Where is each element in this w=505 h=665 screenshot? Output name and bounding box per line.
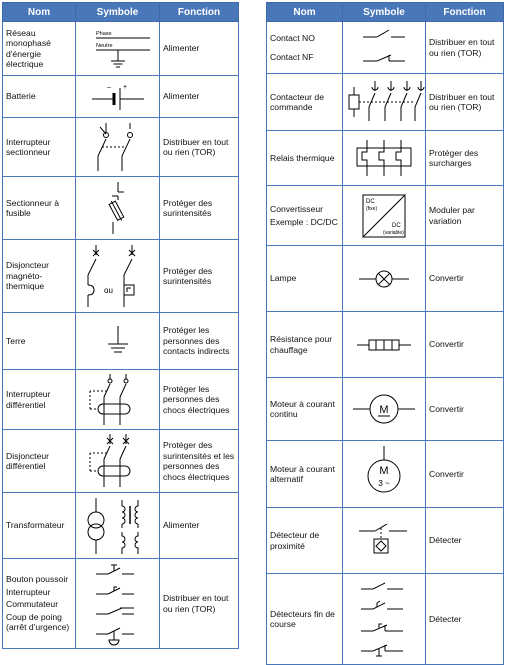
transformer-symbol: [76, 494, 160, 558]
plus-label: +: [123, 83, 128, 91]
proximity-detector-symbol: [343, 509, 426, 573]
neutral-label: Neutre: [96, 42, 113, 49]
row-function: Distribuer en tout ou rien (TOR): [426, 74, 504, 131]
table-row: [267, 378, 504, 441]
row-function: Distribuer en tout ou rien (TOR): [160, 118, 239, 177]
row-function: Distribuer en tout ou rien (TOR): [160, 559, 239, 649]
table-row: [267, 246, 504, 312]
lamp-symbol: [343, 247, 426, 311]
table-row: [3, 22, 239, 76]
table-row: [3, 559, 239, 649]
table-row: [3, 76, 239, 118]
row-name: Terre: [3, 313, 76, 370]
table-row: [267, 574, 504, 665]
header-symbol: Symbole: [76, 3, 160, 22]
header-function: Fonction: [160, 3, 239, 22]
table-row: [3, 118, 239, 177]
row-name: Résistance pour chauffage: [267, 312, 343, 378]
row-name: Coup de poing (arrêt d'urgence): [6, 611, 70, 633]
converter-out-sub-label: (variable): [383, 229, 404, 236]
table-row: [267, 22, 504, 74]
right-symbol-table: [266, 2, 504, 665]
row-name: Détecteurs fin de course: [267, 574, 343, 665]
heating-resistor-symbol: [343, 313, 426, 377]
row-function: Protéger des surintensités et les personnes des chocs électriques: [160, 430, 239, 493]
row-name: Lampe: [267, 246, 343, 312]
motor-ac-label: M: [379, 465, 389, 477]
table-row: [267, 186, 504, 246]
row-function: Alimenter: [160, 76, 239, 118]
row-name: Disjoncteur différentiel: [3, 430, 76, 493]
dc-motor-symbol: [343, 379, 426, 439]
row-function: Convertir: [426, 378, 504, 441]
table-row: [267, 74, 504, 131]
converter-symbol: [343, 187, 426, 245]
ac-motor-symbol: [343, 442, 426, 506]
switch-disconnector-symbol: [76, 119, 160, 175]
row-function: Détecter: [426, 508, 504, 574]
or-label: ou: [104, 286, 113, 295]
motor-phases-label: 3 ~: [378, 479, 390, 488]
table-row: [3, 370, 239, 430]
header-name: Nom: [3, 3, 76, 22]
contactor-symbol: [343, 75, 426, 129]
row-function: Protéger des surintensités: [160, 177, 239, 240]
row-function: Moduler par variation: [426, 186, 504, 246]
row-name: Exemple : DC/DC: [270, 216, 338, 227]
row-function: Protéger les personnes des contacts indirects: [160, 313, 239, 370]
left-symbol-table: [2, 2, 239, 649]
limit-switch-symbols: [343, 575, 426, 663]
row-name: Convertisseur: [270, 204, 324, 214]
earth-symbol: [76, 314, 160, 368]
row-name: Interrupteur sectionneur: [3, 118, 76, 177]
table-row: [267, 131, 504, 186]
row-name: Détecteur de proximité: [267, 508, 343, 574]
row-name: Contact NF: [270, 51, 314, 62]
row-name: Commutateur: [6, 599, 59, 610]
row-function: Alimenter: [160, 22, 239, 76]
row-function: Protéger les personnes des chocs électriques: [160, 370, 239, 430]
row-name: Contacteur de commande: [267, 74, 343, 131]
converter-in-sub-label: (fixe): [366, 205, 378, 212]
row-function: Protéger des surintensités: [160, 240, 239, 313]
row-function: Distribuer en tout ou rien (TOR): [426, 22, 504, 74]
table-row: [3, 177, 239, 240]
right-header-row: [267, 3, 504, 22]
row-function: Convertir: [426, 246, 504, 312]
converter-out-label: DC: [392, 222, 401, 229]
row-name: Réseau monophasé d'énergie électrique: [3, 22, 76, 76]
row-name: Interrupteur: [6, 586, 51, 597]
row-name: Contact NO: [270, 33, 315, 43]
thermal-relay-symbol: [343, 132, 426, 184]
row-name: Transformateur: [3, 493, 76, 559]
contact-no-nf-symbol: [343, 23, 426, 73]
table-row: [267, 441, 504, 508]
differential-breaker-symbol: [76, 431, 160, 491]
row-name: Moteur à courant alternatif: [267, 441, 343, 508]
phase-label: Phase: [96, 30, 112, 37]
row-name: Moteur à courant continu: [267, 378, 343, 441]
minus-label: –: [107, 83, 111, 91]
pushbutton-switch-symbols: [76, 560, 160, 648]
row-name: Batterie: [3, 76, 76, 118]
battery-symbol: [76, 77, 160, 117]
magneto-thermal-breaker-symbol: [76, 241, 160, 311]
row-function: Protéger des surcharges: [426, 131, 504, 186]
table-row: [267, 312, 504, 378]
row-function: Convertir: [426, 312, 504, 378]
fuse-disconnector-symbol: [76, 178, 160, 238]
row-name: Relais thermique: [267, 131, 343, 186]
left-header-row: [3, 3, 239, 22]
header-function: Fonction: [426, 3, 504, 22]
differential-switch-symbol: [76, 371, 160, 429]
row-name: Sectionneur à fusible: [3, 177, 76, 240]
header-name: Nom: [267, 3, 343, 22]
table-row: [3, 430, 239, 493]
mains-network-symbol: [76, 23, 160, 75]
header-symbol: Symbole: [343, 3, 426, 22]
table-row: [3, 493, 239, 559]
table-row: [267, 508, 504, 574]
row-function: Alimenter: [160, 493, 239, 559]
row-function: Détecter: [426, 574, 504, 665]
table-row: [3, 313, 239, 370]
row-name: Bouton poussoir: [6, 574, 69, 585]
row-name: Disjoncteur magnéto-thermique: [3, 240, 76, 313]
table-row: [3, 240, 239, 313]
row-name: Interrupteur différentiel: [3, 370, 76, 430]
row-function: Convertir: [426, 441, 504, 508]
motor-dc-label: M: [379, 404, 389, 416]
converter-in-label: DC: [366, 198, 375, 205]
